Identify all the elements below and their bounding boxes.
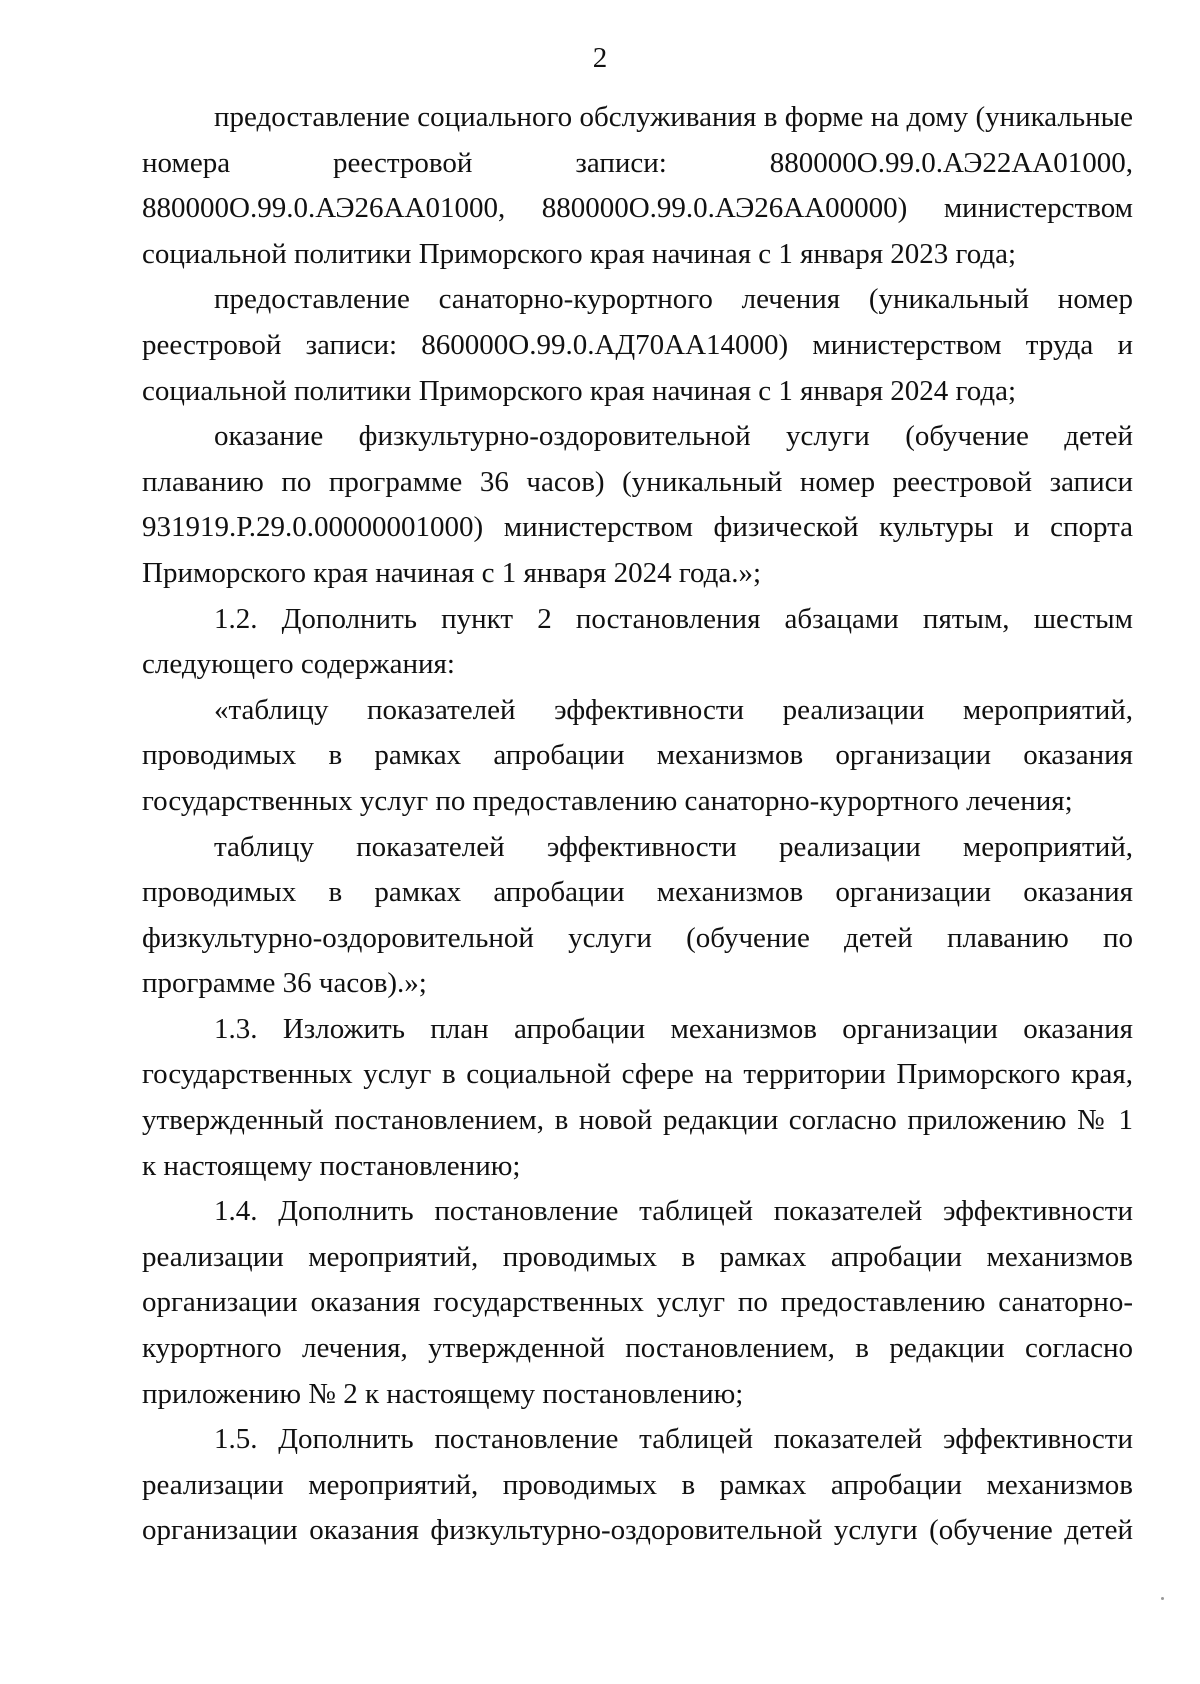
scan-dot-mark [1161,1597,1164,1600]
text-line: 931919.Р.29.0.00000001000) министерством физической культуры и спорта [142,511,1133,544]
text-line: к настоящему постановлению; [142,1149,521,1182]
text-line: 1.4. Дополнить постановление таблицей показателей эффективности [214,1195,1133,1228]
text-line: организации оказания государственных услуг по предоставлению санаторно- [142,1286,1133,1319]
paragraph-item-1-4 [142,1189,1133,1417]
text-line: плаванию по программе 36 часов) (уникальный номер реестровой записи [142,465,1133,498]
page-number: 2 [592,42,608,74]
text-line: проводимых в рамках апробации механизмов организации оказания [142,876,1133,909]
text-line: реестровой записи: 860000О.99.0.АД70АА14000) министерством труда и [142,328,1133,361]
text-line: 1.3. Изложить план апробации механизмов организации оказания [214,1012,1133,1045]
text-line: предоставление социального обслуживания в форме на дому (уникальные [214,101,1133,133]
text-line: предоставление санаторно-курортного лечения (уникальный номер [214,283,1133,316]
text-line: социальной политики Приморского края начиная с 1 января 2024 года; [142,374,1017,407]
text-line: социальной политики Приморского края начиная с 1 января 2023 года; [142,237,1017,270]
text-line: государственных услуг по предоставлению санаторно-курортного лечения; [142,784,1073,817]
text-line: государственных услуг в социальной сфере на территории Приморского края, [142,1058,1133,1091]
paragraph-sanatorium-treatment [142,277,1133,414]
paragraph-table-sanatorium [142,688,1133,825]
text-line: оказание физкультурно-оздоровительной услуги (обучение детей [214,420,1133,453]
paragraph-item-1-2 [142,597,1133,688]
document-body [142,95,1133,1554]
text-line: проводимых в рамках апробации механизмов организации оказания [142,739,1133,772]
text-line: реализации мероприятий, проводимых в рамках апробации механизмов [142,1468,1133,1501]
text-line: приложению № 2 к настоящему постановлению; [142,1377,744,1410]
text-line: физкультурно-оздоровительной услуги (обучение детей плаванию по [142,921,1133,954]
text-line: 880000О.99.0.АЭ26АА01000, 880000О.99.0.АЭ26АА00000) министерством [142,192,1133,225]
text-line: 1.5. Дополнить постановление таблицей показателей эффективности [214,1423,1133,1456]
text-line: номера реестровой записи: 880000О.99.0.АЭ22АА01000, [142,146,1133,179]
text-line: утвержденный постановлением, в новой редакции согласно приложению № 1 [142,1104,1133,1137]
text-line: таблицу показателей эффективности реализации мероприятий, [214,830,1133,863]
text-line: организации оказания физкультурно-оздоровительной услуги (обучение детей [142,1514,1133,1547]
text-line: следующего содержания: [142,648,455,681]
paragraph-item-1-3 [142,1007,1133,1189]
paragraph-table-swimming [142,825,1133,1007]
text-line: «таблицу показателей эффективности реализации мероприятий, [214,693,1133,726]
text-line: Приморского края начиная с 1 января 2024 года.»; [142,556,762,589]
text-line: курортного лечения, утвержденной постановлением, в редакции согласно [142,1332,1133,1365]
text-line: 1.2. Дополнить пункт 2 постановления абзацами пятым, шестым [214,602,1133,635]
paragraph-item-1-5 [142,1417,1133,1554]
paragraph-social-service-home [142,95,1133,277]
paragraph-swimming-service [142,414,1133,596]
text-line: реализации мероприятий, проводимых в рамках апробации механизмов [142,1240,1133,1273]
text-line: программе 36 часов).»; [142,967,427,1000]
